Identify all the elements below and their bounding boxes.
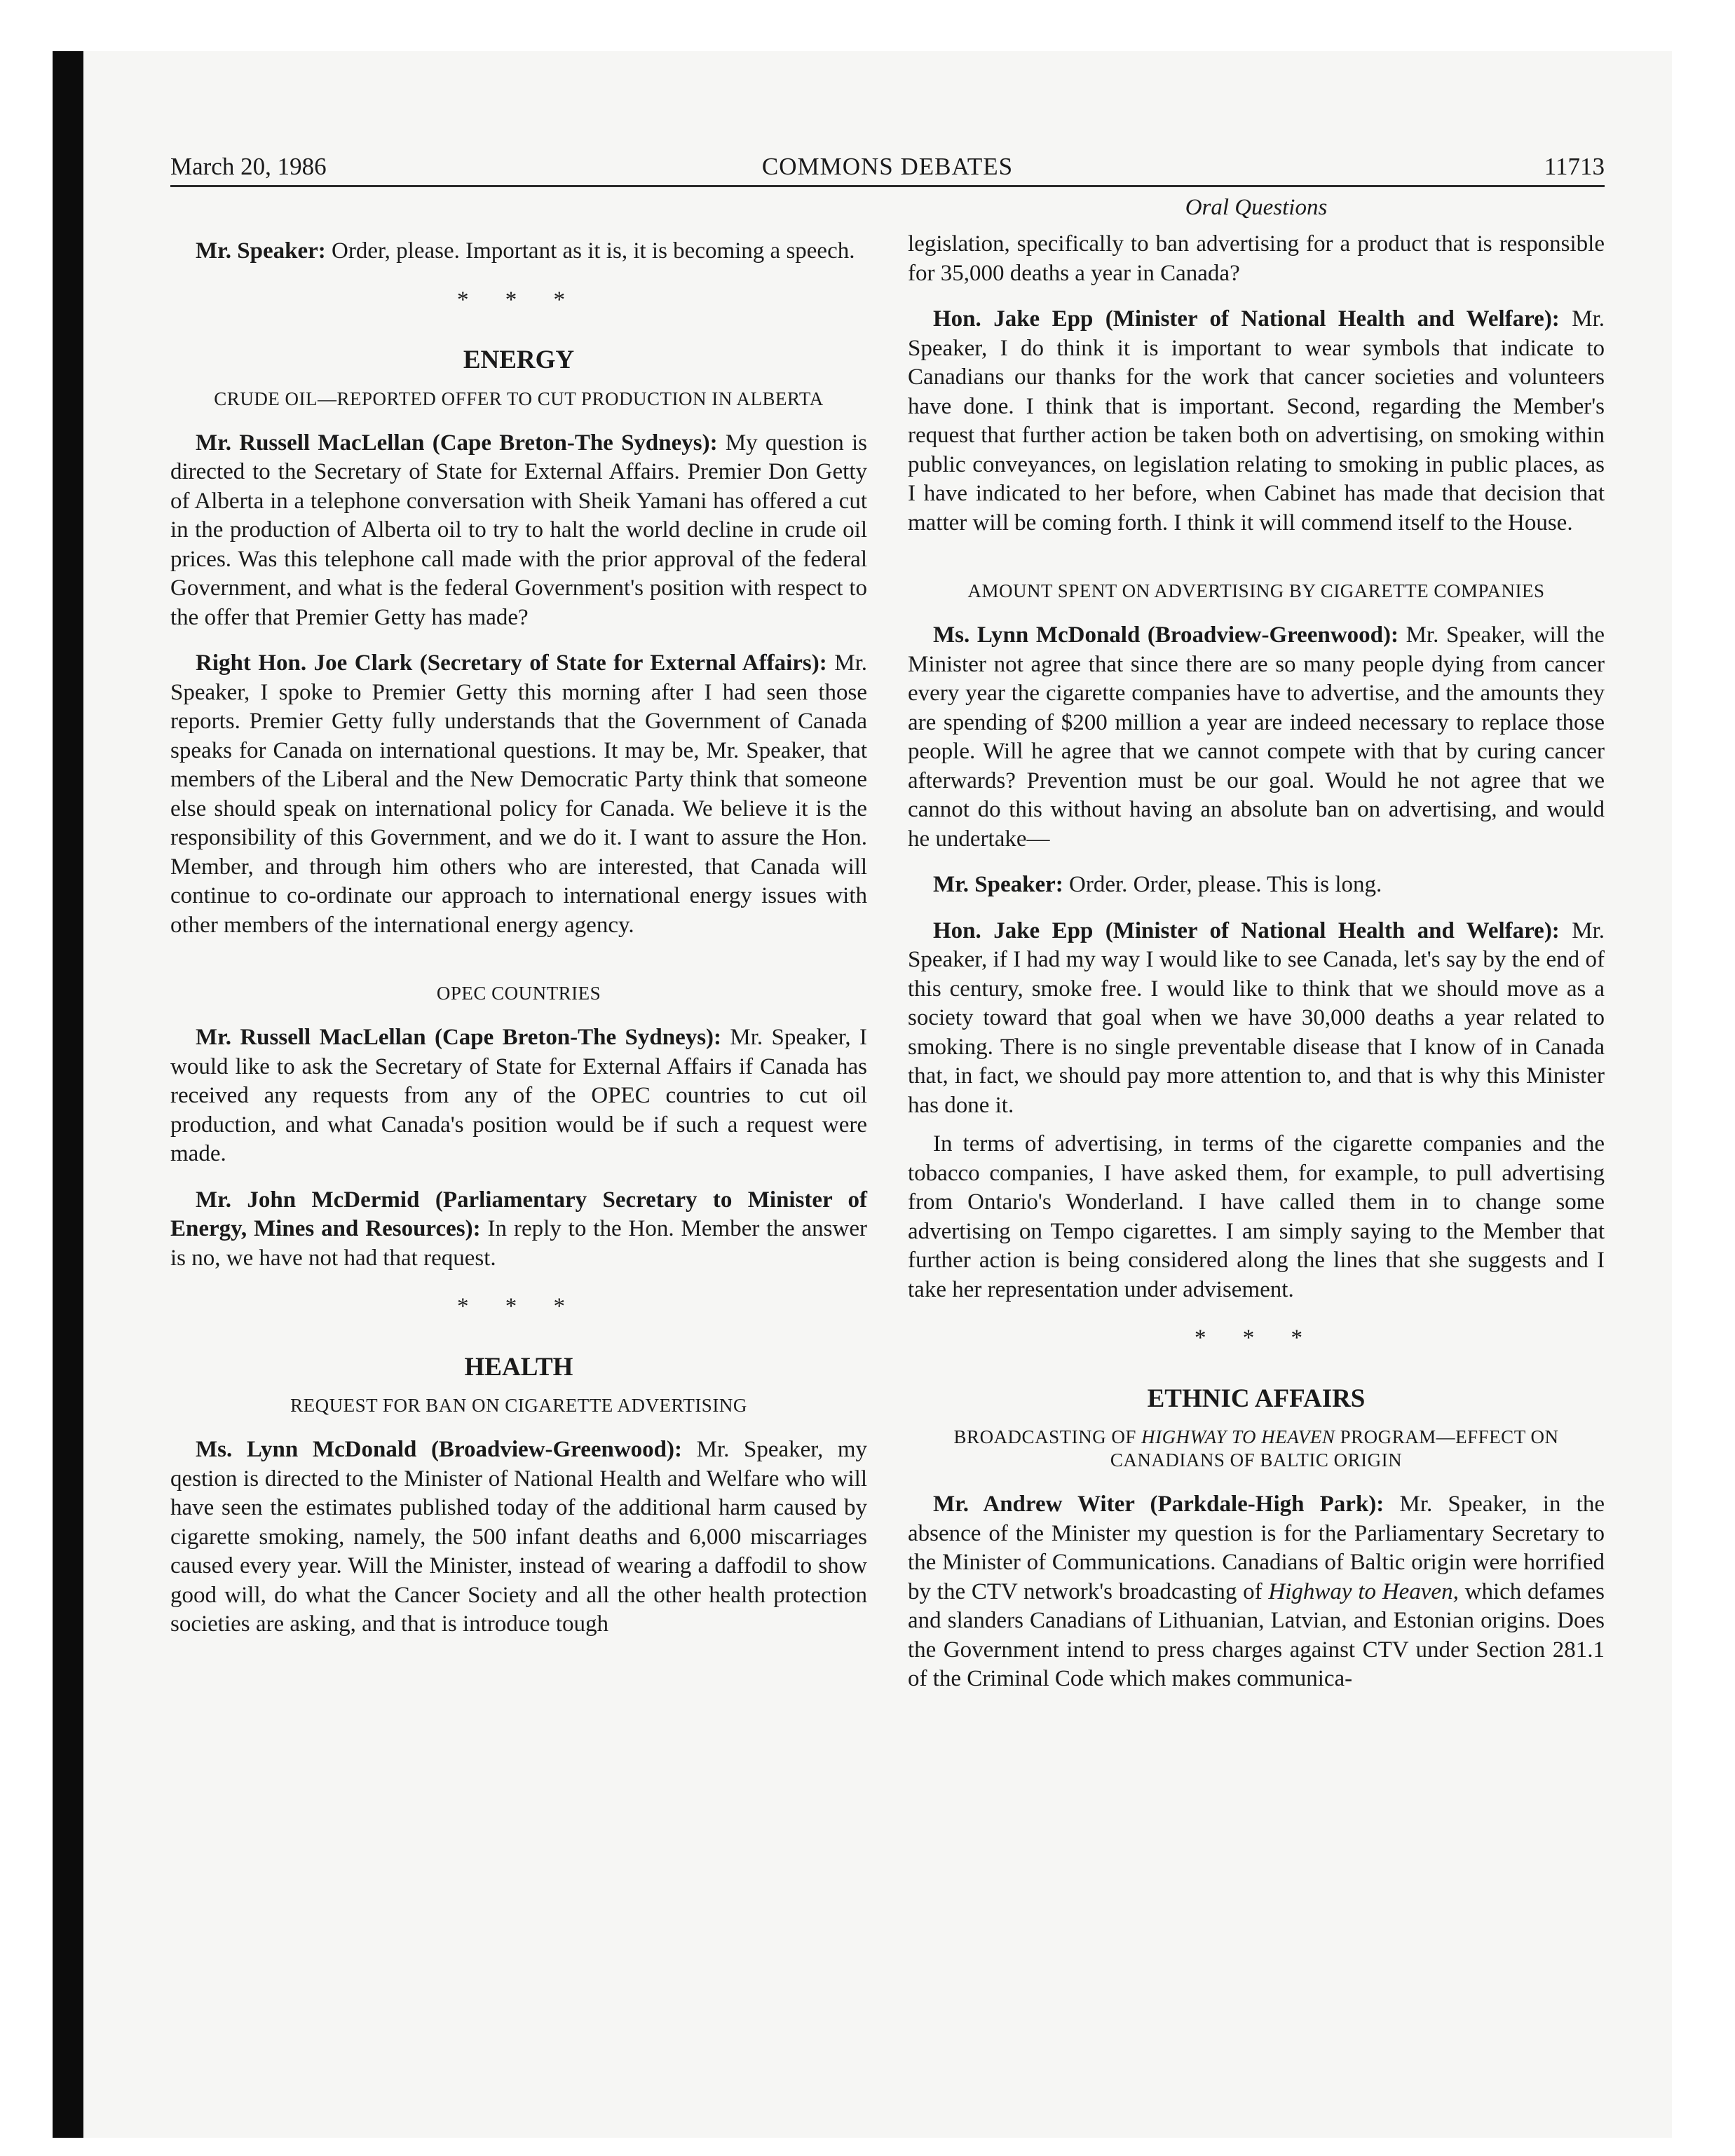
section-title-energy: ENERGY xyxy=(463,346,575,374)
speaker-name: Ms. Lynn McDonald (Broadview-Greenwood): xyxy=(196,1437,683,1462)
speaker-name: Mr. Andrew Witer (Parkdale-High Park): xyxy=(933,1492,1384,1517)
speech-text: Mr. Speaker, I spoke to Premier Getty this morning after I had seen those reports. Premier Getty fully understands that the Government of Canada speaks for Canada on international questions. It may be, Mr. Speaker, that members of the Liberal and the New Democratic Party think that someone else should speak on international policy for Canada. We believe it is the responsibility of this Government, and we do it. I want to assure the Hon. Member, and through him others who are interested, that Canada will continue to co-ordinate our approach to international energy issues with other members of the international energy agency. xyxy=(170,650,867,938)
speech-text: My question is directed to the Secretary of State for External Affairs. Premier Don Getty of Alberta in a telephone conversation with Sheik Yamani has offered a cut in the production of Alberta oil to try to halt the world decline in crude oil prices. Was this telephone call made with the prior approval of the federal Government, and what is the federal Government's position with respect to the offer that Premier Getty has made? xyxy=(170,430,867,630)
speaker-name: Mr. Russell MacLellan (Cape Breton-The Sydneys): xyxy=(196,430,718,456)
speaker-name: Mr. John McDermid (Parliamentary Secretary to Minister of Energy, Mines and Resources): xyxy=(170,1187,867,1241)
paragraph xyxy=(908,1490,1605,1694)
speech-text: Mr. Speaker, in the absence of the Minister my question is for the Parliamentary Secretary to the Minister of Communications. Canadians of Baltic origin were horrified by the CTV network's broadcasting of xyxy=(908,1492,1605,1604)
speech-text: which defames and slanders Canadians of Lithuanian, Latvian, and Estonian origins. Does the Government intend to press charges against CTV under Section 281.1 of the Criminal Code which makes communica- xyxy=(908,1578,1605,1691)
header-date: March 20, 1986 xyxy=(170,153,327,180)
speech-text: Mr. Speaker, will the Minister not agree that since there are so many people dying from cancer every year the cigarette companies have to advertise, and the amounts they are spending of $200 million a year are indeed necessary to replace those people. Will he agree that we cannot compete with that by curing cancer afterwards? Prevention must be our goal. Would he not agree that we cannot do this without having an absolute ban on advertising, and would he undertake— xyxy=(908,622,1605,852)
paragraph xyxy=(908,621,1605,854)
section-title-health: HEALTH xyxy=(464,1352,573,1381)
speaker-name: Hon. Jake Epp (Minister of National Health and Welfare): xyxy=(933,306,1560,332)
paragraph xyxy=(170,1023,867,1169)
section-separator: * * * xyxy=(1195,1325,1318,1351)
speech-text: In reply to the Hon. Member the answer is no, we have not had that request. xyxy=(170,1216,867,1271)
subheading xyxy=(908,1426,1605,1472)
section-separator: * * * xyxy=(457,287,580,313)
subheading-text: BROADCASTING OF xyxy=(953,1426,1142,1447)
page-header xyxy=(170,143,1605,187)
paragraph-continued: legislation, specifically to ban advertising for a product that is responsible for 35,000 deaths a year in Canada? xyxy=(908,231,1605,286)
subheading: CRUDE OIL—REPORTED OFFER TO CUT PRODUCTION IN ALBERTA xyxy=(214,388,824,409)
paragraph xyxy=(908,917,1605,1121)
speech-text: Mr. Speaker, I do think it is important to wear symbols that indicate to Canadians our thanks for the work that cancer societies and volunteers have done. I think that is important. Second, regarding the Member's request that further action be taken both on advertising, on smoking within public conveyances, on legislation relating to smoking in public places, as I have indicated to her before, when Cabinet has made that decision that matter will be coming forth. I think it will commend itself to the House. xyxy=(908,306,1605,535)
paragraph: In terms of advertising, in terms of the cigarette companies and the tobacco companies, I have asked them, for example, to pull advertising from Ontario's Wonderland. I have called them in to change some advertising on Tempo cigarettes. I am simply saying to the Member that further action is being considered along the lines that she suggests and I take her representation under advisement. xyxy=(908,1131,1605,1302)
speech-text: Mr. Speaker, my qestion is directed to the Minister of National Health and Welfare who will have seen the estimates published today of the additional harm caused by cigarette smoking, namely, the 500 infant deaths and 6,000 miscarriages caused every year. Will the Minister, instead of wearing a daffodil to show good will, do what the Cancer Society and all the other health protection societies are asking, and that is introduce tough xyxy=(170,1437,867,1637)
paragraph xyxy=(170,1186,867,1274)
speaker-name: Mr. Speaker: xyxy=(196,238,326,264)
right-column xyxy=(908,230,1605,1711)
header-title: COMMONS DEBATES xyxy=(761,153,1014,180)
running-head: Oral Questions xyxy=(1185,195,1328,220)
subheading: OPEC COUNTRIES xyxy=(436,983,601,1004)
subheading: REQUEST FOR BAN ON CIGARETTE ADVERTISING xyxy=(290,1395,747,1416)
speaker-name: Right Hon. Joe Clark (Secretary of State for External Affairs): xyxy=(196,650,827,676)
speaker-name: Mr. Speaker: xyxy=(933,872,1063,897)
program-title: Highway to Heaven, xyxy=(1268,1578,1459,1604)
speaker-name: Ms. Lynn McDonald (Broadview-Greenwood): xyxy=(933,622,1399,648)
paragraph xyxy=(908,871,1605,900)
speaker-name: Hon. Jake Epp (Minister of National Health and Welfare): xyxy=(933,917,1560,943)
paragraph xyxy=(170,649,867,940)
subheading: AMOUNT SPENT ON ADVERTISING BY CIGARETTE COMPANIES xyxy=(967,580,1545,601)
speech-text: Mr. Speaker, I would like to ask the Secretary of State for External Affairs if Canada has received any requests from any of the OPEC countries to cut oil production, and what Canada's position would be if such a request were made. xyxy=(170,1025,867,1166)
section-title-ethnic-affairs: ETHNIC AFFAIRS xyxy=(1147,1384,1366,1413)
paragraph xyxy=(908,305,1605,538)
speech-text: Order. Order, please. This is long. xyxy=(1063,872,1382,897)
paragraph xyxy=(170,1435,867,1639)
speech-text: Mr. Speaker, if I had my way I would like to see Canada, let's say by the end of this century, smoke free. I would like to think that we should move as a society toward that goal when we have 30,000 deaths a year related to smoking. There is no single preventable disease that I know of in Canada that, in fact, we should pay more attention to, and that is why this Minister has done it. xyxy=(908,917,1605,1118)
scan-binding-edge xyxy=(53,51,83,2138)
program-title: HIGHWAY TO HEAVEN xyxy=(1141,1426,1335,1447)
left-column xyxy=(170,237,867,1656)
speech-text: Order, please. Important as it is, it is becoming a speech. xyxy=(325,238,855,264)
header-page-number: 11713 xyxy=(1544,153,1605,180)
subheading-text: PROGRAM—EFFECT ON CANADIANS OF BALTIC ORIGIN xyxy=(1110,1426,1559,1471)
paragraph xyxy=(170,237,867,266)
paragraph xyxy=(170,429,867,633)
section-separator: * * * xyxy=(457,1294,580,1319)
speaker-name: Mr. Russell MacLellan (Cape Breton-The Sydneys): xyxy=(196,1025,722,1050)
